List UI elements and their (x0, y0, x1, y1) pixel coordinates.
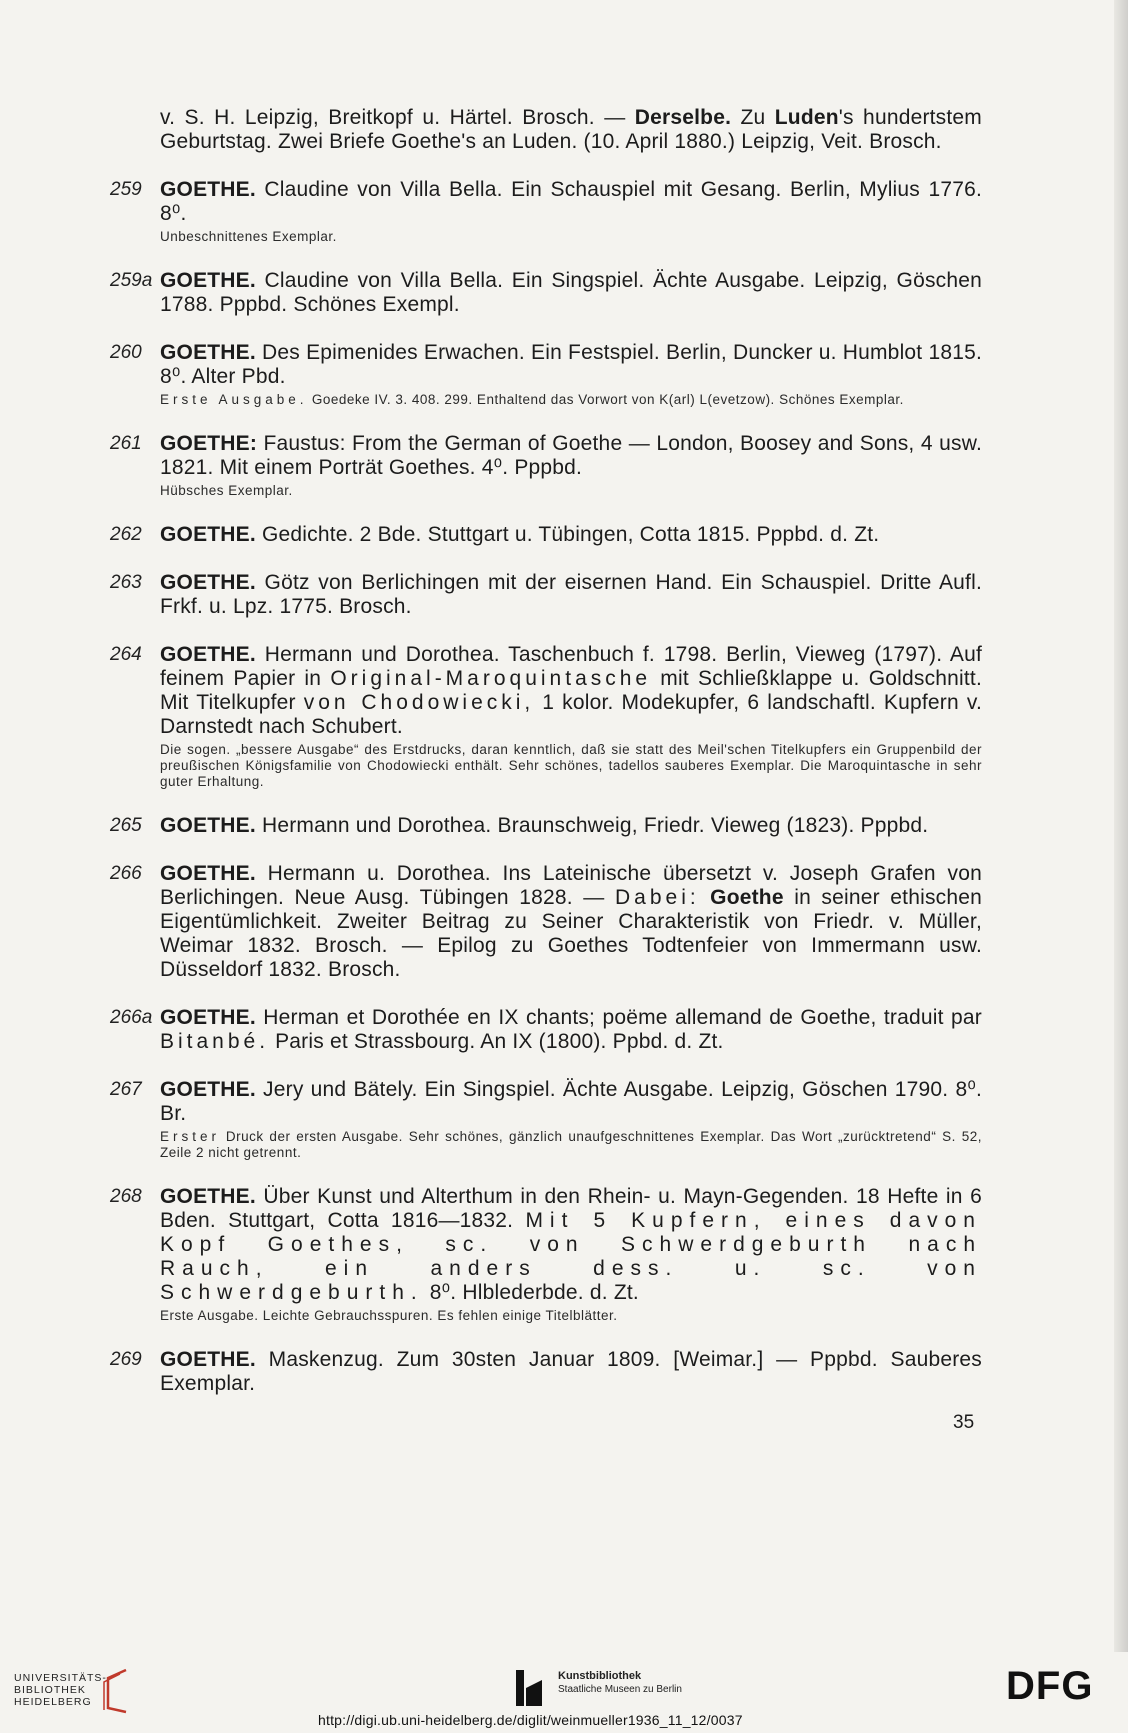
kb-subtitle: Staatliche Museen zu Berlin (558, 1684, 682, 1695)
entry-note: Erste Ausgabe. Leichte Gebrauchsspuren. Es fehlen einige Titelblätter. (160, 1308, 618, 1323)
entry-note: Die sogen. „bessere Ausgabe“ des Erstdrucks, daran kenntlich, daß sie statt des Meil'schen Titelkupfers ein Gruppenbild der preußischen Königsfamilie von Chodowiecki enthält. Sehr schönes, tadellos sauberes Exemplar. Die Maroquintasche in sehr guter Erhaltung. (160, 742, 982, 789)
entry-note (160, 1129, 982, 1161)
entry-text-part: Zu (731, 106, 775, 129)
entry-text (160, 814, 982, 838)
digitization-footer (0, 1652, 1128, 1733)
entry-number: 269 (110, 1349, 142, 1370)
entry-author: GOETHE. (160, 178, 256, 201)
entry-text-spaced: Original-Maroquintasche (330, 667, 652, 690)
kb-title: Kunstbibliothek (558, 1670, 642, 1682)
entry-author: GOETHE. (160, 1078, 256, 1101)
entry-author: GOETHE. (160, 269, 256, 292)
entry-number: 261 (110, 433, 142, 454)
entry-text-spaced: Mit 5 Kupfern, eines davon Kopf Goethes, sc. von Schwerdgeburth nach Rauch, ein anders dess. u. sc. von Schwerdgeburth. (160, 1209, 982, 1304)
entry-text-spaced: von Chodowiecki, (303, 691, 535, 714)
entry-note-spaced: Erste Ausgabe. (160, 392, 308, 407)
entry-bold: Luden (774, 106, 839, 129)
entry-author: GOETHE. (160, 571, 256, 594)
entry-bold: Derselbe. (634, 106, 732, 129)
entry-text-part: Hermann u. Dorothea. Ins Lateinische übersetzt v. Joseph Grafen von Berlichingen. Neue Ausg. Tübingen 1828. — (160, 862, 982, 909)
entry-text-part: Herman et Dorothée en IX chants; poëme allemand de Goethe, traduit par (255, 1006, 982, 1029)
uni-logo-line: UNIVERSITÄTS- (14, 1672, 107, 1684)
catalog-entry (110, 571, 982, 619)
entry-author: GOETHE. (160, 523, 256, 546)
entry-author: GOETHE. (160, 643, 256, 666)
bracket-icon (100, 1668, 130, 1714)
entry-text-part: Faustus: From the German of Goethe — London, Boosey and Sons, 4 usw. 1821. Mit einem Porträt Goethes. 4⁰. Pppbd. (160, 432, 982, 479)
entry-note (160, 392, 982, 408)
catalog-entry (110, 814, 982, 838)
entry-text (160, 862, 982, 982)
entry-author: GOETHE. (160, 1185, 256, 1208)
catalog-entry (110, 1348, 982, 1396)
entry-text-part: Götz von Berlichingen mit der eisernen Hand. Ein Schauspiel. Dritte Aufl. Frkf. u. Lpz. 1775. Brosch. (160, 571, 982, 618)
entry-note-spaced: Erster (160, 1129, 221, 1144)
entry-note-part: Druck der ersten Ausgabe. Sehr schönes, gänzlich unaufgeschnittenes Exemplar. Das Wort „zurücktretend“ S. 52, Zeile 2 nicht getrennt. (160, 1129, 982, 1160)
entry-note-part: Goedeke IV. 3. 408. 299. Enthaltend das Vorwort von K(arl) L(evetzow). Schönes Exemplar. (307, 392, 904, 407)
entry-text-part: Über Kunst und Alterthum in den Rhein- u. Mayn-Gegenden. 18 Hefte in 6 Bden. Stuttgart, Cotta 1816—1832. (160, 1185, 982, 1232)
entry-author: GOETHE. (160, 862, 256, 885)
entry-text-part: Hermann und Dorothea. Taschenbuch f. 1798. Berlin, Vieweg (1797). Auf feinem Papier in (160, 643, 982, 690)
entry-author: GOETHE. (160, 341, 256, 364)
entry-text (160, 106, 982, 154)
entry-text-part: Jery und Bätely. Ein Singspiel. Ächte Ausgabe. Leipzig, Göschen 1790. 8⁰. Br. (160, 1078, 982, 1125)
entry-number: 263 (110, 572, 142, 593)
catalog-entry (110, 862, 982, 982)
catalog-entry (110, 269, 982, 317)
entry-author: GOETHE. (160, 1006, 256, 1029)
uni-logo-line: BIBLIOTHEK (14, 1684, 86, 1696)
entry-number: 259a (110, 270, 153, 291)
entry-text (160, 523, 982, 547)
entry-number: 266 (110, 863, 142, 884)
entry-number: 259 (110, 179, 142, 200)
entry-text (160, 269, 982, 317)
entry-text-part: mit Schließklappe u. Goldschnitt. Mit Titelkupfer (160, 667, 983, 714)
entry-text-spaced: Bitanbé. (160, 1030, 270, 1053)
entry-author: GOETHE: (160, 432, 258, 455)
entry-number: 267 (110, 1079, 142, 1100)
entry-text-part: Paris et Strassbourg. An IX (1800). Ppbd. d. Zt. (269, 1030, 724, 1053)
catalog-entry (110, 1006, 982, 1054)
kb-text (558, 1670, 758, 1696)
entry-text (160, 571, 982, 619)
catalog-entry (160, 106, 982, 154)
entry-note: Hübsches Exemplar. (160, 483, 293, 498)
catalog-entry (110, 1078, 982, 1161)
catalog-entry (110, 178, 982, 245)
entry-note: Unbeschnittenes Exemplar. (160, 229, 337, 244)
catalog-entry (110, 643, 983, 790)
entry-number: 262 (110, 524, 142, 545)
entry-text (160, 432, 982, 480)
entry-author: GOETHE. (160, 1348, 256, 1371)
entry-number: 268 (110, 1186, 142, 1207)
entry-number: 264 (110, 644, 142, 665)
page-number: 35 (953, 1412, 975, 1433)
catalog-entry (110, 341, 982, 408)
catalog-entries (110, 106, 983, 1420)
entry-text-part: Claudine von Villa Bella. Ein Schauspiel mit Gesang. Berlin, Mylius 1776. 8⁰. (160, 178, 982, 225)
entry-number: 266a (110, 1007, 153, 1028)
entry-text-part: v. S. H. Leipzig, Breitkopf u. Härtel. Brosch. — (160, 106, 635, 129)
entry-text (160, 1078, 982, 1126)
entry-text (160, 1185, 982, 1305)
entry-text-spaced: Dabei: (614, 886, 700, 909)
page-edge (1114, 0, 1128, 1733)
entry-text (160, 1348, 982, 1396)
source-url-link[interactable]: http://digi.ub.uni-heidelberg.de/diglit/weinmueller1936_11_12/0037 (318, 1712, 743, 1728)
catalog-entry (110, 523, 982, 547)
entry-text (160, 1006, 982, 1054)
entry-text-part: 's hundertstem Geburtstag. Zwei Briefe Goethe's an Luden. (10. April 1880.) Leipzig, Veit. Brosch. (160, 106, 982, 153)
entry-author: GOETHE. (160, 814, 256, 837)
entry-text (160, 178, 982, 226)
entry-text (160, 341, 982, 389)
entry-text-part: 8⁰. Hlblederbde. d. Zt. (423, 1281, 639, 1304)
uni-logo-line: HEIDELBERG (14, 1696, 92, 1708)
catalog-entry (110, 432, 982, 499)
entry-text-part: 1 kolor. Modekupfer, 6 landschaftl. Kupfern v. Darnstedt nach Schubert. (160, 691, 983, 738)
entry-text (160, 643, 982, 739)
university-library-logo (14, 1672, 107, 1708)
entry-text-part: Gedichte. 2 Bde. Stuttgart u. Tübingen, Cotta 1815. Pppbd. d. Zt. (255, 523, 880, 546)
entry-bold: Goethe (699, 886, 784, 909)
catalog-entry (110, 1185, 982, 1324)
entry-text-part: Hermann und Dorothea. Braunschweig, Friedr. Vieweg (1823). Pppbd. (255, 814, 929, 837)
dfg-logo: DFG (1006, 1664, 1094, 1708)
entry-number: 260 (110, 342, 142, 363)
entry-text-part: in seiner ethischen Eigentümlichkeit. Zweiter Beitrag zu Seiner Charakteristik von Friedr. v. Müller, Weimar 1832. Brosch. — Epilog zu Goethes Todtenfeier von Immermann usw. Düsseldorf 1832. Brosch. (160, 886, 982, 981)
entry-text-part: Maskenzug. Zum 30sten Januar 1809. [Weimar.] — Pppbd. Sauberes Exemplar. (160, 1348, 982, 1395)
entry-number: 265 (110, 815, 142, 836)
entry-text-part: Claudine von Villa Bella. Ein Singspiel. Ächte Ausgabe. Leipzig, Göschen 1788. Pppbd. Schönes Exempl. (160, 269, 982, 316)
kb-mark-icon (514, 1670, 544, 1706)
entry-text-part: Des Epimenides Erwachen. Ein Festspiel. Berlin, Duncker u. Humblot 1815. 8⁰. Alter Pbd. (160, 341, 982, 388)
